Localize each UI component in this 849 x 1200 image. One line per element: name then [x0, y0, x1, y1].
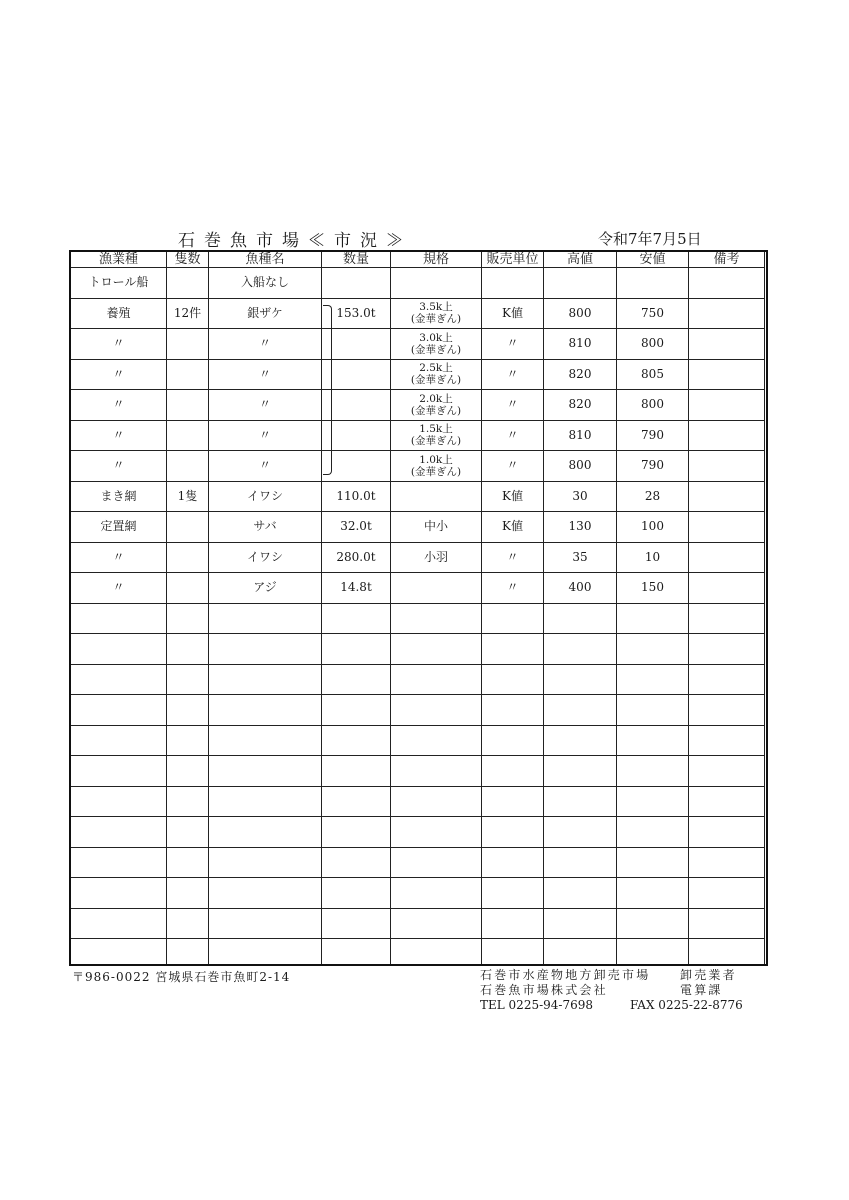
- empty-cell: [322, 756, 391, 787]
- empty-cell: [544, 603, 617, 634]
- vessel-count-cell: [167, 451, 209, 482]
- empty-cell: [322, 878, 391, 909]
- empty-cell: [209, 786, 322, 817]
- column-header: 漁業種: [71, 252, 167, 268]
- empty-cell: [617, 664, 689, 695]
- empty-cell: [391, 634, 482, 665]
- fish-species-cell: イワシ: [209, 481, 322, 512]
- empty-cell: [391, 878, 482, 909]
- low-price-cell: 750: [617, 298, 689, 329]
- sales-unit-cell: 〃: [482, 420, 544, 451]
- sales-unit-cell: 〃: [482, 359, 544, 390]
- empty-cell: [167, 786, 209, 817]
- remarks-cell: [689, 451, 765, 482]
- empty-cell: [322, 786, 391, 817]
- fish-species-cell: アジ: [209, 573, 322, 604]
- empty-cell: [71, 603, 167, 634]
- empty-cell: [689, 847, 765, 878]
- low-price-cell: 10: [617, 542, 689, 573]
- column-header: 規格: [391, 252, 482, 268]
- fishery-type-cell: 〃: [71, 420, 167, 451]
- empty-cell: [544, 634, 617, 665]
- high-price-cell: [544, 268, 617, 299]
- empty-table-row: [71, 847, 765, 878]
- empty-cell: [617, 878, 689, 909]
- empty-cell: [544, 756, 617, 787]
- spec-cell: [391, 268, 482, 299]
- empty-table-row: [71, 725, 765, 756]
- empty-cell: [167, 878, 209, 909]
- sales-unit-cell: 〃: [482, 390, 544, 421]
- footer-wholesaler-label: 卸売業者: [680, 968, 737, 982]
- vessel-count-cell: [167, 420, 209, 451]
- quantity-cell: 110.0t: [322, 481, 391, 512]
- empty-cell: [209, 908, 322, 939]
- low-price-cell: 805: [617, 359, 689, 390]
- quantity-cell: 32.0t: [322, 512, 391, 543]
- vessel-count-cell: [167, 329, 209, 360]
- spec-cell: [391, 542, 482, 573]
- empty-cell: [617, 603, 689, 634]
- remarks-cell: [689, 268, 765, 299]
- spec-line: (金華ぎん): [410, 435, 462, 448]
- remarks-cell: [689, 329, 765, 360]
- footer-market-name: 石巻市水産物地方卸売市場: [480, 968, 651, 982]
- empty-cell: [482, 908, 544, 939]
- empty-cell: [209, 878, 322, 909]
- remarks-cell: [689, 512, 765, 543]
- low-price-cell: 790: [617, 451, 689, 482]
- table-row: [71, 542, 765, 573]
- spec-line: 1.5k上: [419, 423, 453, 436]
- high-price-cell: 130: [544, 512, 617, 543]
- spec-line: 2.5k上: [419, 362, 453, 375]
- spec-line: 1.0k上: [419, 453, 453, 466]
- sales-unit-cell: 〃: [482, 329, 544, 360]
- fish-species-cell: サバ: [209, 512, 322, 543]
- empty-cell: [322, 664, 391, 695]
- spec-line: 3.0k上: [419, 331, 453, 344]
- spec-cell: [391, 573, 482, 604]
- empty-table-row: [71, 878, 765, 909]
- fish-species-cell: イワシ: [209, 542, 322, 573]
- fishery-type-cell: 定置網: [71, 512, 167, 543]
- empty-cell: [391, 725, 482, 756]
- empty-cell: [482, 634, 544, 665]
- empty-cell: [689, 756, 765, 787]
- table-header-row: [71, 252, 765, 268]
- remarks-cell: [689, 298, 765, 329]
- empty-cell: [689, 725, 765, 756]
- empty-cell: [209, 695, 322, 726]
- empty-cell: [71, 878, 167, 909]
- spec-cell: [391, 420, 482, 451]
- high-price-cell: 35: [544, 542, 617, 573]
- column-header: 販売単位: [482, 252, 544, 268]
- empty-table-row: [71, 695, 765, 726]
- high-price-cell: 30: [544, 481, 617, 512]
- sales-unit-cell: 〃: [482, 573, 544, 604]
- sales-unit-cell: 〃: [482, 451, 544, 482]
- empty-cell: [71, 847, 167, 878]
- quantity-cell: [322, 268, 391, 299]
- vessel-count-cell: [167, 573, 209, 604]
- remarks-cell: [689, 359, 765, 390]
- empty-cell: [71, 786, 167, 817]
- fish-species-cell: 〃: [209, 359, 322, 390]
- low-price-cell: [617, 268, 689, 299]
- footer-address: 〒986-0022 宮城県石巻市魚町2-14: [72, 970, 291, 984]
- empty-cell: [209, 664, 322, 695]
- spec-line: (金華ぎん): [410, 465, 462, 478]
- empty-cell: [544, 725, 617, 756]
- empty-cell: [617, 634, 689, 665]
- empty-cell: [482, 878, 544, 909]
- empty-cell: [322, 634, 391, 665]
- high-price-cell: 810: [544, 329, 617, 360]
- empty-cell: [544, 908, 617, 939]
- empty-cell: [482, 786, 544, 817]
- fish-species-cell: 〃: [209, 420, 322, 451]
- empty-cell: [617, 756, 689, 787]
- spec-line: (金華ぎん): [410, 374, 462, 387]
- column-header: 数量: [322, 252, 391, 268]
- empty-cell: [689, 603, 765, 634]
- fishery-type-cell: 〃: [71, 359, 167, 390]
- column-header: 備考: [689, 252, 765, 268]
- spec-line: (金華ぎん): [410, 313, 462, 326]
- empty-cell: [322, 725, 391, 756]
- footer-contact: [480, 968, 743, 1013]
- empty-cell: [544, 695, 617, 726]
- table-row: [71, 451, 765, 482]
- quantity-cell: 280.0t: [322, 542, 391, 573]
- empty-cell: [689, 908, 765, 939]
- vessel-count-cell: [167, 359, 209, 390]
- quantity-cell: 153.0t: [322, 298, 391, 329]
- table-row: [71, 329, 765, 360]
- empty-cell: [209, 817, 322, 848]
- empty-cell: [617, 725, 689, 756]
- empty-cell: [689, 878, 765, 909]
- page-title: 石巻魚市場≪市況≫: [178, 231, 412, 251]
- footer-fax: FAX 0225-22-8776: [630, 998, 743, 1012]
- spec-cell: [391, 512, 482, 543]
- market-report-table: [70, 251, 765, 966]
- empty-cell: [689, 939, 765, 967]
- empty-cell: [544, 847, 617, 878]
- sales-unit-cell: 〃: [482, 542, 544, 573]
- grouping-bracket: [323, 305, 332, 475]
- empty-cell: [391, 939, 482, 967]
- spec-line: 小羽: [423, 549, 448, 564]
- empty-cell: [617, 847, 689, 878]
- empty-cell: [322, 908, 391, 939]
- empty-cell: [482, 817, 544, 848]
- empty-cell: [391, 664, 482, 695]
- high-price-cell: 800: [544, 298, 617, 329]
- empty-cell: [71, 939, 167, 967]
- vessel-count-cell: [167, 542, 209, 573]
- low-price-cell: 100: [617, 512, 689, 543]
- empty-cell: [322, 847, 391, 878]
- remarks-cell: [689, 573, 765, 604]
- empty-cell: [322, 939, 391, 967]
- empty-cell: [167, 664, 209, 695]
- empty-cell: [71, 756, 167, 787]
- fish-species-cell: 〃: [209, 329, 322, 360]
- empty-cell: [689, 786, 765, 817]
- empty-table-row: [71, 664, 765, 695]
- column-header: 安値: [617, 252, 689, 268]
- vessel-count-cell: 12件: [167, 298, 209, 329]
- low-price-cell: 150: [617, 573, 689, 604]
- fishery-type-cell: 〃: [71, 329, 167, 360]
- fishery-type-cell: 〃: [71, 573, 167, 604]
- empty-cell: [209, 756, 322, 787]
- fishery-type-cell: トロール船: [71, 268, 167, 299]
- table-row: [71, 573, 765, 604]
- empty-cell: [391, 908, 482, 939]
- empty-cell: [544, 664, 617, 695]
- empty-table-row: [71, 939, 765, 967]
- table-row: [71, 359, 765, 390]
- sales-unit-cell: K値: [482, 512, 544, 543]
- table-row: [71, 390, 765, 421]
- footer-company: 石巻魚市場株式会社: [480, 983, 608, 997]
- empty-cell: [71, 695, 167, 726]
- empty-cell: [482, 847, 544, 878]
- empty-cell: [71, 634, 167, 665]
- empty-cell: [391, 756, 482, 787]
- spec-line: (金華ぎん): [410, 343, 462, 356]
- empty-cell: [209, 634, 322, 665]
- empty-cell: [689, 664, 765, 695]
- empty-cell: [689, 695, 765, 726]
- high-price-cell: 400: [544, 573, 617, 604]
- empty-cell: [617, 786, 689, 817]
- fishery-type-cell: 〃: [71, 390, 167, 421]
- empty-table-row: [71, 603, 765, 634]
- spec-cell: [391, 359, 482, 390]
- empty-cell: [391, 786, 482, 817]
- spec-line: 2.0k上: [419, 392, 453, 405]
- empty-cell: [167, 847, 209, 878]
- empty-table-row: [71, 634, 765, 665]
- spec-cell: [391, 329, 482, 360]
- remarks-cell: [689, 481, 765, 512]
- remarks-cell: [689, 390, 765, 421]
- empty-cell: [167, 725, 209, 756]
- fishery-type-cell: 〃: [71, 542, 167, 573]
- empty-cell: [71, 817, 167, 848]
- low-price-cell: 790: [617, 420, 689, 451]
- empty-cell: [689, 817, 765, 848]
- empty-cell: [617, 908, 689, 939]
- high-price-cell: 820: [544, 390, 617, 421]
- table-row: [71, 481, 765, 512]
- low-price-cell: 800: [617, 329, 689, 360]
- report-date: 令和7年7月5日: [598, 230, 702, 248]
- spec-cell: [391, 298, 482, 329]
- remarks-cell: [689, 542, 765, 573]
- empty-cell: [391, 817, 482, 848]
- empty-cell: [209, 939, 322, 967]
- high-price-cell: 820: [544, 359, 617, 390]
- quantity-cell: 14.8t: [322, 573, 391, 604]
- column-header: 魚種名: [209, 252, 322, 268]
- empty-cell: [617, 939, 689, 967]
- spec-line: 中小: [423, 519, 448, 534]
- fish-species-cell: 銀ザケ: [209, 298, 322, 329]
- empty-cell: [482, 603, 544, 634]
- market-report-table-frame: [69, 250, 768, 966]
- table-row: [71, 268, 765, 299]
- empty-cell: [544, 786, 617, 817]
- spec-cell: [391, 481, 482, 512]
- table-row: [71, 298, 765, 329]
- sales-unit-cell: K値: [482, 298, 544, 329]
- fish-species-cell: 〃: [209, 390, 322, 421]
- sales-unit-cell: [482, 268, 544, 299]
- footer-tel: TEL 0225-94-7698: [480, 998, 594, 1012]
- spec-line: 3.5k上: [419, 301, 453, 314]
- empty-cell: [482, 664, 544, 695]
- empty-cell: [71, 908, 167, 939]
- high-price-cell: 810: [544, 420, 617, 451]
- vessel-count-cell: [167, 390, 209, 421]
- empty-cell: [544, 878, 617, 909]
- fish-species-cell: 入船なし: [209, 268, 322, 299]
- empty-table-row: [71, 786, 765, 817]
- empty-cell: [167, 817, 209, 848]
- empty-cell: [482, 695, 544, 726]
- empty-cell: [482, 939, 544, 967]
- empty-cell: [167, 908, 209, 939]
- empty-cell: [209, 603, 322, 634]
- empty-cell: [544, 817, 617, 848]
- low-price-cell: 800: [617, 390, 689, 421]
- table-row: [71, 512, 765, 543]
- empty-cell: [167, 939, 209, 967]
- fish-species-cell: 〃: [209, 451, 322, 482]
- empty-cell: [209, 725, 322, 756]
- empty-cell: [689, 634, 765, 665]
- fishery-type-cell: 養殖: [71, 298, 167, 329]
- column-header: 隻数: [167, 252, 209, 268]
- spec-cell: [391, 390, 482, 421]
- remarks-cell: [689, 420, 765, 451]
- spec-cell: [391, 451, 482, 482]
- empty-table-row: [71, 817, 765, 848]
- empty-cell: [167, 634, 209, 665]
- empty-cell: [617, 817, 689, 848]
- vessel-count-cell: [167, 268, 209, 299]
- empty-cell: [167, 695, 209, 726]
- table-row: [71, 420, 765, 451]
- empty-cell: [482, 725, 544, 756]
- vessel-count-cell: [167, 512, 209, 543]
- empty-cell: [391, 695, 482, 726]
- empty-table-row: [71, 908, 765, 939]
- empty-cell: [167, 603, 209, 634]
- spec-line: (金華ぎん): [410, 404, 462, 417]
- empty-cell: [209, 847, 322, 878]
- high-price-cell: 800: [544, 451, 617, 482]
- empty-cell: [322, 817, 391, 848]
- empty-cell: [322, 603, 391, 634]
- fishery-type-cell: まき網: [71, 481, 167, 512]
- empty-cell: [391, 847, 482, 878]
- empty-cell: [617, 695, 689, 726]
- footer-department: 電算課: [680, 983, 723, 997]
- empty-table-row: [71, 756, 765, 787]
- empty-cell: [322, 695, 391, 726]
- empty-cell: [391, 603, 482, 634]
- empty-cell: [71, 725, 167, 756]
- empty-cell: [482, 756, 544, 787]
- low-price-cell: 28: [617, 481, 689, 512]
- vessel-count-cell: 1隻: [167, 481, 209, 512]
- sales-unit-cell: K値: [482, 481, 544, 512]
- empty-cell: [544, 939, 617, 967]
- fishery-type-cell: 〃: [71, 451, 167, 482]
- empty-cell: [167, 756, 209, 787]
- empty-cell: [71, 664, 167, 695]
- column-header: 高値: [544, 252, 617, 268]
